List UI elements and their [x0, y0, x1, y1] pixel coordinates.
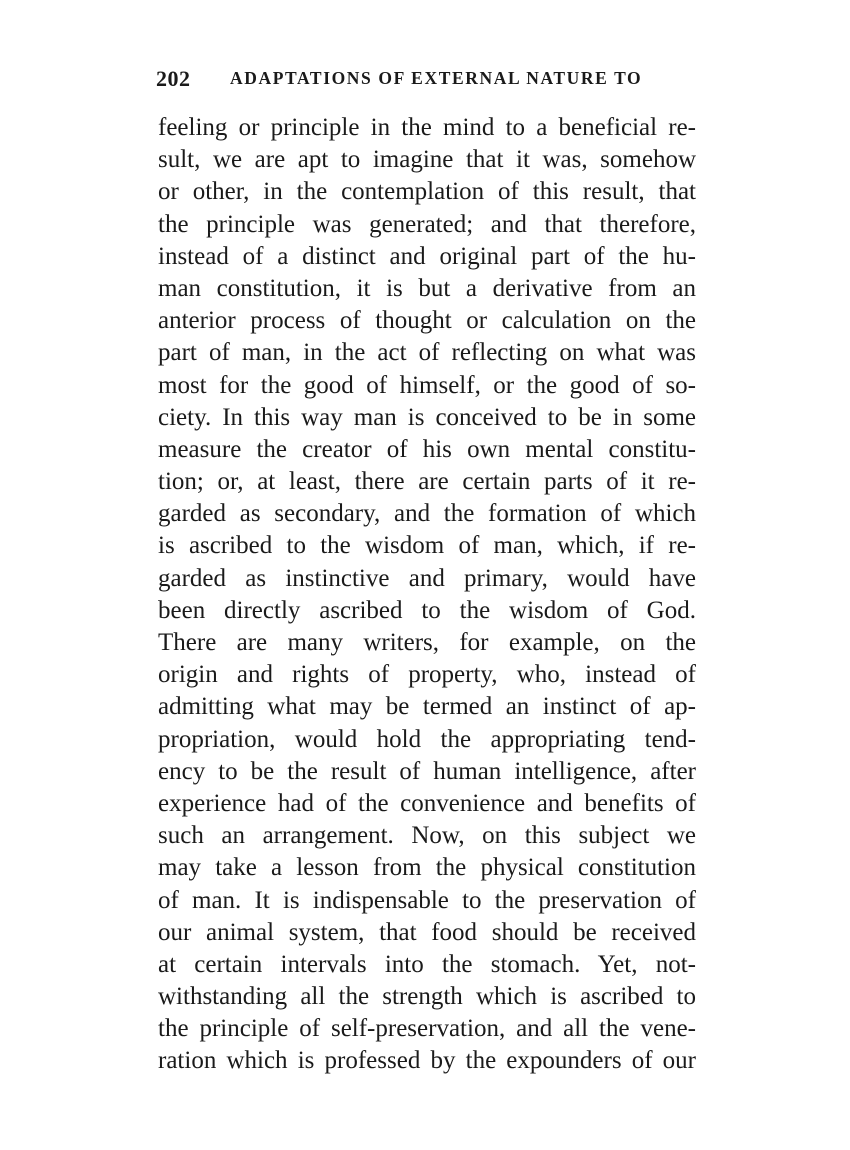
text-line: may take a lesson from the physical constitution [158, 854, 696, 882]
running-head: ADAPTATIONS OF EXTERNAL NATURE TO [230, 68, 643, 88]
text-line: our animal system, that food should be received [158, 918, 696, 946]
text-line: measure the creator of his own mental constitu- [158, 435, 696, 463]
text-line: most for the good of himself, or the good of so- [158, 371, 696, 399]
text-line: at certain intervals into the stomach. Yet, not- [158, 950, 696, 978]
text-line: part of man, in the act of reflecting on what was [158, 339, 696, 367]
text-line: ration which is professed by the expounders of our [158, 1047, 696, 1075]
text-line: sult, we are apt to imagine that it was, somehow [158, 146, 696, 174]
text-line: of man. It is indispensable to the preservation of [158, 886, 696, 914]
text-line: feeling or principle in the mind to a beneficial re- [158, 114, 696, 141]
body-text [158, 112, 696, 1078]
text-line: instead of a distinct and original part of the hu- [158, 242, 696, 270]
text-line: admitting what may be termed an instinct of ap- [158, 693, 696, 721]
text-line: tion; or, at least, there are certain parts of it re- [158, 468, 696, 496]
text-line: man constitution, it is but a derivative from an [158, 274, 696, 302]
text-line: garded as secondary, and the formation of which [158, 500, 696, 528]
text-line: ciety. In this way man is conceived to be in some [158, 403, 696, 431]
text-line: experience had of the convenience and benefits of [158, 789, 696, 817]
text-line: the principle of self-preservation, and all the vene- [158, 1015, 696, 1043]
text-line: the principle was generated; and that therefore, [158, 210, 696, 238]
text-line: anterior process of thought or calculation on the [158, 307, 696, 335]
text-line: is ascribed to the wisdom of man, which, if re- [158, 532, 696, 560]
text-line: been directly ascribed to the wisdom of God. [158, 596, 696, 624]
text-line: There are many writers, for example, on the [158, 629, 696, 656]
text-line: origin and rights of property, who, instead of [158, 661, 696, 689]
page-header [156, 66, 696, 94]
text-line: withstanding all the strength which is ascribed to [158, 983, 696, 1011]
page-number: 202 [156, 66, 191, 91]
text-line: or other, in the contemplation of this result, that [158, 178, 696, 206]
text-line: ency to be the result of human intelligence, after [158, 757, 696, 785]
text-line: propriation, would hold the appropriating tend- [158, 725, 696, 753]
text-line: garded as instinctive and primary, would have [158, 564, 696, 592]
text-line: such an arrangement. Now, on this subject we [158, 822, 696, 850]
